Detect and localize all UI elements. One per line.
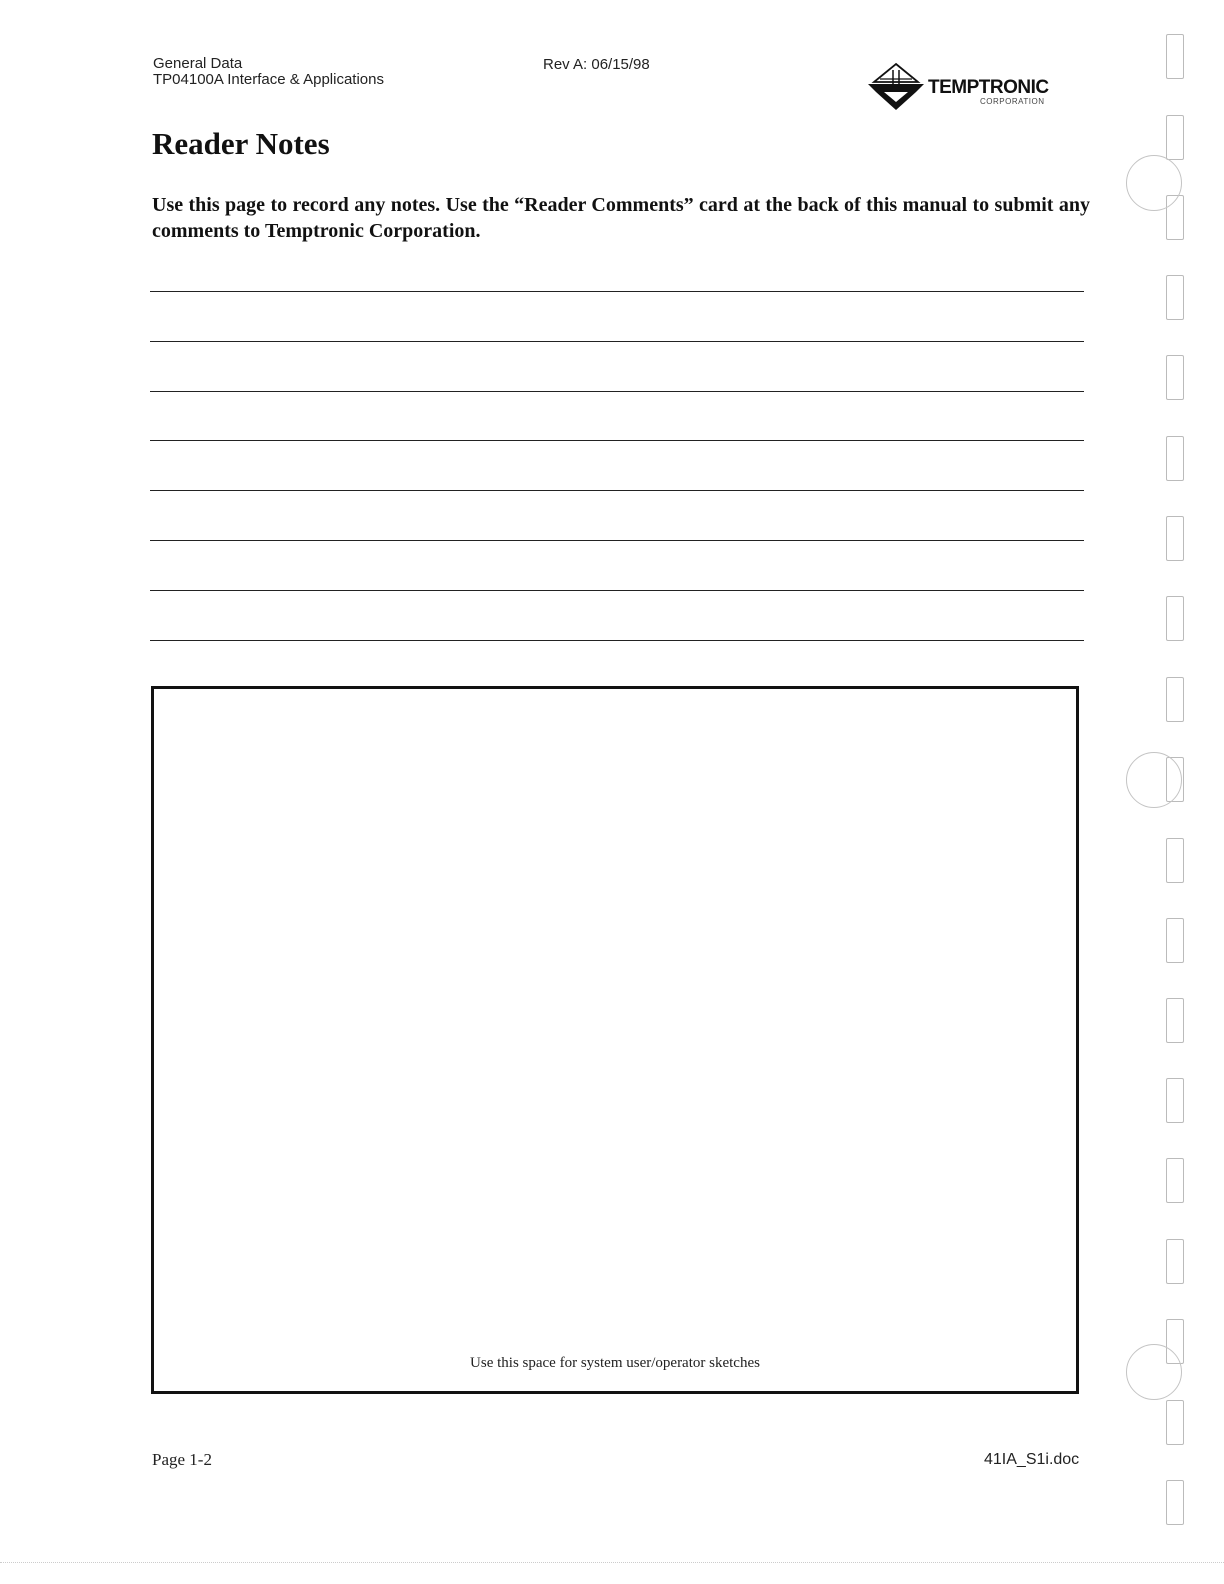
punch-hole xyxy=(1166,596,1184,641)
sketch-caption: Use this space for system user/operator sketches xyxy=(470,1355,760,1371)
footer-filename: 41IA_S1i.doc xyxy=(984,1451,1080,1468)
sketch-box[interactable] xyxy=(151,686,1079,1394)
note-line[interactable] xyxy=(150,590,1084,591)
note-line[interactable] xyxy=(150,440,1084,441)
punch-hole xyxy=(1166,998,1184,1043)
punch-hole xyxy=(1166,436,1184,481)
punch-hole xyxy=(1166,1239,1184,1284)
note-line[interactable] xyxy=(150,490,1084,491)
punch-hole xyxy=(1166,275,1184,320)
punch-hole xyxy=(1166,115,1184,160)
scan-edge xyxy=(0,1562,1224,1563)
header-revision: Rev A: 06/15/98 xyxy=(543,56,650,73)
header-section: General Data xyxy=(153,55,243,72)
intro-text: Use this page to record any notes. Use the “Reader Comments” card at the back of this manual to submit any comments to Temptronic Corporation. xyxy=(152,194,1090,242)
punch-hole xyxy=(1166,918,1184,963)
punch-hole xyxy=(1166,838,1184,883)
ring-hole xyxy=(1126,752,1182,808)
note-line[interactable] xyxy=(150,540,1084,541)
footer-page-number: Page 1-2 xyxy=(152,1450,212,1469)
logo-name: TEMPTRONIC xyxy=(928,77,1049,98)
header-manual: TP04100A Interface & Applications xyxy=(153,71,384,88)
punch-hole xyxy=(1166,1078,1184,1123)
company-logo xyxy=(866,62,1066,114)
ring-hole xyxy=(1126,1344,1182,1400)
note-line[interactable] xyxy=(150,640,1084,641)
logo-subtitle: CORPORATION xyxy=(980,97,1045,106)
note-line[interactable] xyxy=(150,341,1084,342)
punch-hole xyxy=(1166,355,1184,400)
punch-hole xyxy=(1166,1400,1184,1445)
punch-hole xyxy=(1166,1158,1184,1203)
page-title: Reader Notes xyxy=(152,126,330,161)
header-left xyxy=(153,56,384,88)
punch-hole xyxy=(1166,1480,1184,1525)
ring-hole xyxy=(1126,155,1182,211)
punch-hole xyxy=(1166,34,1184,79)
note-line[interactable] xyxy=(150,391,1084,392)
note-line[interactable] xyxy=(150,291,1084,292)
temptronic-logo-icon xyxy=(866,62,926,114)
punch-hole xyxy=(1166,677,1184,722)
punch-hole xyxy=(1166,516,1184,561)
